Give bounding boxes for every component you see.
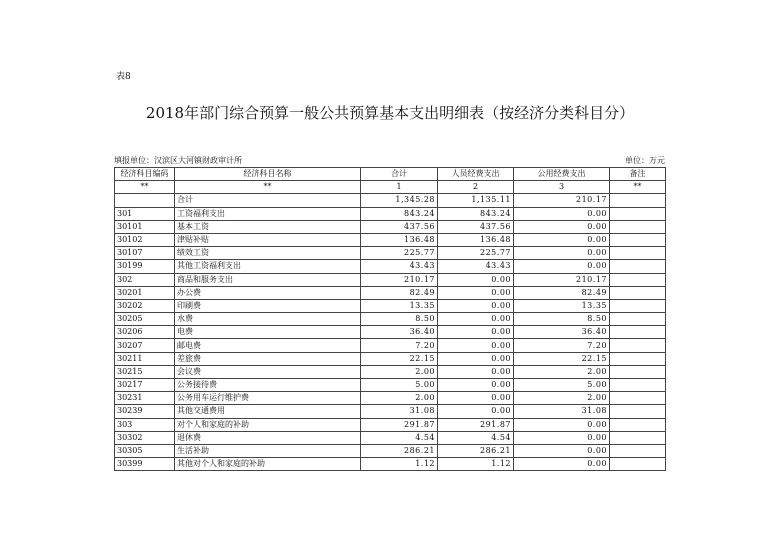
index-note: ** — [610, 181, 666, 194]
cell-personnel: 4.54 — [438, 431, 514, 444]
cell-note — [610, 260, 666, 273]
table-row — [115, 286, 666, 299]
cell-personnel: 225.77 — [438, 247, 514, 260]
cell-code: 30199 — [115, 260, 175, 273]
unit-row — [114, 155, 665, 166]
cell-total: 136.48 — [361, 233, 438, 246]
cell-total: 13.35 — [361, 299, 438, 312]
cell-total: 291.87 — [361, 418, 438, 431]
cell-name: 津贴补贴 — [175, 233, 361, 246]
table-row — [115, 220, 666, 233]
cell-total: 43.43 — [361, 260, 438, 273]
cell-note — [610, 444, 666, 457]
table-row — [115, 299, 666, 312]
cell-note — [610, 207, 666, 220]
cell-public: 8.50 — [514, 313, 610, 326]
cell-note — [610, 194, 666, 207]
header-public: 公用经费支出 — [514, 168, 610, 181]
cell-public: 5.00 — [514, 379, 610, 392]
table-row — [115, 418, 666, 431]
cell-name: 其他对个人和家庭的补助 — [175, 458, 361, 471]
header-code: 经济科目编码 — [115, 168, 175, 181]
cell-total: 5.00 — [361, 379, 438, 392]
cell-name: 办公费 — [175, 286, 361, 299]
cell-name: 会议费 — [175, 365, 361, 378]
cell-total: 82.49 — [361, 286, 438, 299]
cell-personnel: 843.24 — [438, 207, 514, 220]
cell-name: 水费 — [175, 313, 361, 326]
cell-total: 210.17 — [361, 273, 438, 286]
cell-code: 30201 — [115, 286, 175, 299]
cell-personnel: 0.00 — [438, 405, 514, 418]
table-row — [115, 273, 666, 286]
header-row — [115, 168, 666, 181]
cell-total: 225.77 — [361, 247, 438, 260]
table-row — [115, 233, 666, 246]
index-personnel: 2 — [438, 181, 514, 194]
cell-public: 0.00 — [514, 233, 610, 246]
cell-total: 1.12 — [361, 458, 438, 471]
cell-total: 843.24 — [361, 207, 438, 220]
cell-public: 0.00 — [514, 444, 610, 457]
cell-name: 印刷费 — [175, 299, 361, 312]
cell-name: 基本工资 — [175, 220, 361, 233]
header-total: 合计 — [361, 168, 438, 181]
cell-code: 30239 — [115, 405, 175, 418]
cell-public: 31.08 — [514, 405, 610, 418]
cell-code: 30305 — [115, 444, 175, 457]
cell-public: 210.17 — [514, 273, 610, 286]
cell-note — [610, 431, 666, 444]
table-row — [115, 313, 666, 326]
cell-code: 30399 — [115, 458, 175, 471]
table-row — [115, 405, 666, 418]
cell-code: 30107 — [115, 247, 175, 260]
cell-note — [610, 299, 666, 312]
index-code: ** — [115, 181, 175, 194]
cell-public: 210.17 — [514, 194, 610, 207]
cell-public: 0.00 — [514, 458, 610, 471]
cell-personnel: 437.56 — [438, 220, 514, 233]
table-row — [115, 392, 666, 405]
index-row — [115, 181, 666, 194]
cell-total: 437.56 — [361, 220, 438, 233]
cell-personnel: 43.43 — [438, 260, 514, 273]
cell-name: 绩效工资 — [175, 247, 361, 260]
cell-public: 0.00 — [514, 247, 610, 260]
cell-public: 0.00 — [514, 207, 610, 220]
cell-code: 30206 — [115, 326, 175, 339]
cell-personnel: 0.00 — [438, 326, 514, 339]
cell-personnel: 0.00 — [438, 379, 514, 392]
header-personnel: 人员经费支出 — [438, 168, 514, 181]
cell-code: 30102 — [115, 233, 175, 246]
cell-total: 8.50 — [361, 313, 438, 326]
cell-name: 退休费 — [175, 431, 361, 444]
index-name: ** — [175, 181, 361, 194]
cell-personnel: 1,135.11 — [438, 194, 514, 207]
cell-code: 30202 — [115, 299, 175, 312]
cell-code: 30302 — [115, 431, 175, 444]
cell-code: 30207 — [115, 339, 175, 352]
cell-code — [115, 194, 175, 207]
cell-note — [610, 352, 666, 365]
cell-personnel: 0.00 — [438, 339, 514, 352]
index-total: 1 — [361, 181, 438, 194]
cell-name: 生活补助 — [175, 444, 361, 457]
cell-personnel: 0.00 — [438, 273, 514, 286]
cell-personnel: 0.00 — [438, 392, 514, 405]
cell-code: 302 — [115, 273, 175, 286]
cell-total: 36.40 — [361, 326, 438, 339]
cell-note — [610, 365, 666, 378]
cell-name: 邮电费 — [175, 339, 361, 352]
cell-name: 其他工资福利支出 — [175, 260, 361, 273]
cell-note — [610, 458, 666, 471]
cell-personnel: 291.87 — [438, 418, 514, 431]
cell-public: 0.00 — [514, 220, 610, 233]
cell-name: 差旅费 — [175, 352, 361, 365]
cell-name: 商品和服务支出 — [175, 273, 361, 286]
cell-note — [610, 313, 666, 326]
table-row — [115, 247, 666, 260]
page-title: 2018年部门综合预算一般公共预算基本支出明细表（按经济分类科目分） — [145, 104, 635, 122]
cell-public: 22.15 — [514, 352, 610, 365]
cell-name: 公务接待费 — [175, 379, 361, 392]
cell-code: 30101 — [115, 220, 175, 233]
cell-name: 其他交通费用 — [175, 405, 361, 418]
table-row — [115, 379, 666, 392]
cell-note — [610, 286, 666, 299]
cell-code: 30211 — [115, 352, 175, 365]
header-note: 备注 — [610, 168, 666, 181]
cell-public: 36.40 — [514, 326, 610, 339]
cell-note — [610, 247, 666, 260]
cell-note — [610, 379, 666, 392]
table-row — [115, 444, 666, 457]
cell-personnel: 0.00 — [438, 313, 514, 326]
cell-total: 2.00 — [361, 365, 438, 378]
cell-personnel: 136.48 — [438, 233, 514, 246]
cell-note — [610, 233, 666, 246]
cell-code: 30231 — [115, 392, 175, 405]
cell-name: 工资福利支出 — [175, 207, 361, 220]
cell-note — [610, 339, 666, 352]
cell-personnel: 0.00 — [438, 299, 514, 312]
table-row — [115, 339, 666, 352]
cell-note — [610, 326, 666, 339]
cell-note — [610, 392, 666, 405]
cell-total: 22.15 — [361, 352, 438, 365]
cell-public: 2.00 — [514, 392, 610, 405]
index-public: 3 — [514, 181, 610, 194]
cell-personnel: 0.00 — [438, 286, 514, 299]
cell-total: 1,345.28 — [361, 194, 438, 207]
cell-code: 30205 — [115, 313, 175, 326]
cell-code: 30217 — [115, 379, 175, 392]
cell-personnel: 1.12 — [438, 458, 514, 471]
cell-personnel: 0.00 — [438, 352, 514, 365]
cell-note — [610, 405, 666, 418]
table-row — [115, 365, 666, 378]
cell-name: 公务用车运行维护费 — [175, 392, 361, 405]
cell-code: 303 — [115, 418, 175, 431]
cell-total: 4.54 — [361, 431, 438, 444]
cell-total: 7.20 — [361, 339, 438, 352]
cell-public: 0.00 — [514, 431, 610, 444]
budget-table — [114, 167, 666, 471]
cell-note — [610, 220, 666, 233]
header-name: 经济科目名称 — [175, 168, 361, 181]
cell-note — [610, 273, 666, 286]
table-row — [115, 194, 666, 207]
cell-public: 0.00 — [514, 260, 610, 273]
cell-public: 13.35 — [514, 299, 610, 312]
cell-public: 7.20 — [514, 339, 610, 352]
currency-unit: 单位：万元 — [625, 156, 665, 165]
reporting-unit: 填报单位：汉滨区大河镇财政审计所 — [114, 156, 242, 165]
table-row — [115, 326, 666, 339]
cell-name: 合计 — [175, 194, 361, 207]
cell-total: 31.08 — [361, 405, 438, 418]
cell-name: 对个人和家庭的补助 — [175, 418, 361, 431]
cell-code: 301 — [115, 207, 175, 220]
table-row — [115, 260, 666, 273]
cell-personnel: 286.21 — [438, 444, 514, 457]
cell-public: 82.49 — [514, 286, 610, 299]
table-row — [115, 352, 666, 365]
cell-total: 2.00 — [361, 392, 438, 405]
table-number: 表8 — [116, 72, 131, 82]
table-row — [115, 207, 666, 220]
cell-public: 0.00 — [514, 418, 610, 431]
cell-public: 2.00 — [514, 365, 610, 378]
cell-code: 30215 — [115, 365, 175, 378]
cell-note — [610, 418, 666, 431]
cell-total: 286.21 — [361, 444, 438, 457]
cell-personnel: 0.00 — [438, 365, 514, 378]
table-row — [115, 458, 666, 471]
table-row — [115, 431, 666, 444]
cell-name: 电费 — [175, 326, 361, 339]
